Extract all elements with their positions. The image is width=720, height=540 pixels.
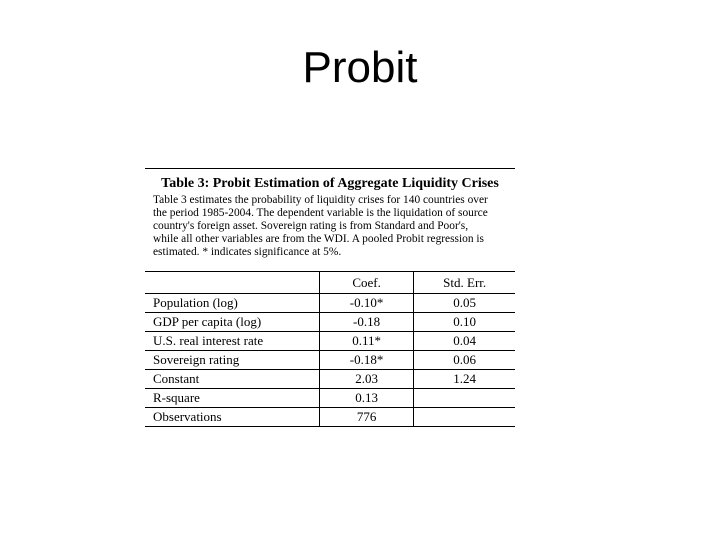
row-coef: -0.18 [319,313,413,332]
row-coef: -0.10* [319,294,413,313]
row-se: 0.06 [414,351,515,370]
row-label: Population (log) [145,294,319,313]
row-se: 1.24 [414,370,515,389]
description-line: country's foreign asset. Sovereign rating is from Standard and Poor's, [153,220,469,232]
header-label [145,272,319,294]
row-se: 0.05 [414,294,515,313]
header-se: Std. Err. [414,272,515,294]
row-label: R-square [145,389,319,408]
row-se [414,389,515,408]
table-row [145,313,515,332]
row-label: GDP per capita (log) [145,313,319,332]
header-row [145,272,515,294]
description-line: Table 3 estimates the probability of liquidity crises for 140 countries over [153,194,488,206]
row-coef: 0.11* [319,332,413,351]
row-coef: 0.13 [319,389,413,408]
description-line: estimated. * indicates significance at 5%. [153,246,342,258]
table-row [145,351,515,370]
description-line: while all other variables are from the WDI. A pooled Probit regression is [153,233,484,245]
results-table [145,271,515,427]
row-label: Observations [145,408,319,427]
row-se [414,408,515,427]
row-coef: 776 [319,408,413,427]
table-row [145,389,515,408]
table-row [145,294,515,313]
table-row [145,408,515,427]
row-label: Sovereign rating [145,351,319,370]
row-label: U.S. real interest rate [145,332,319,351]
header-coef: Coef. [319,272,413,294]
table-row [145,332,515,351]
row-label: Constant [145,370,319,389]
row-coef: 2.03 [319,370,413,389]
table-title: Table 3: Probit Estimation of Aggregate Liquidity Crises [161,176,499,191]
description-line: the period 1985-2004. The dependent variable is the liquidation of source [153,207,488,219]
slide-title: Probit [302,43,418,92]
row-coef: -0.18* [319,351,413,370]
table-description [145,193,515,271]
table-row [145,370,515,389]
row-se: 0.04 [414,332,515,351]
row-se: 0.10 [414,313,515,332]
top-rule [145,168,515,169]
table-figure [145,168,515,427]
